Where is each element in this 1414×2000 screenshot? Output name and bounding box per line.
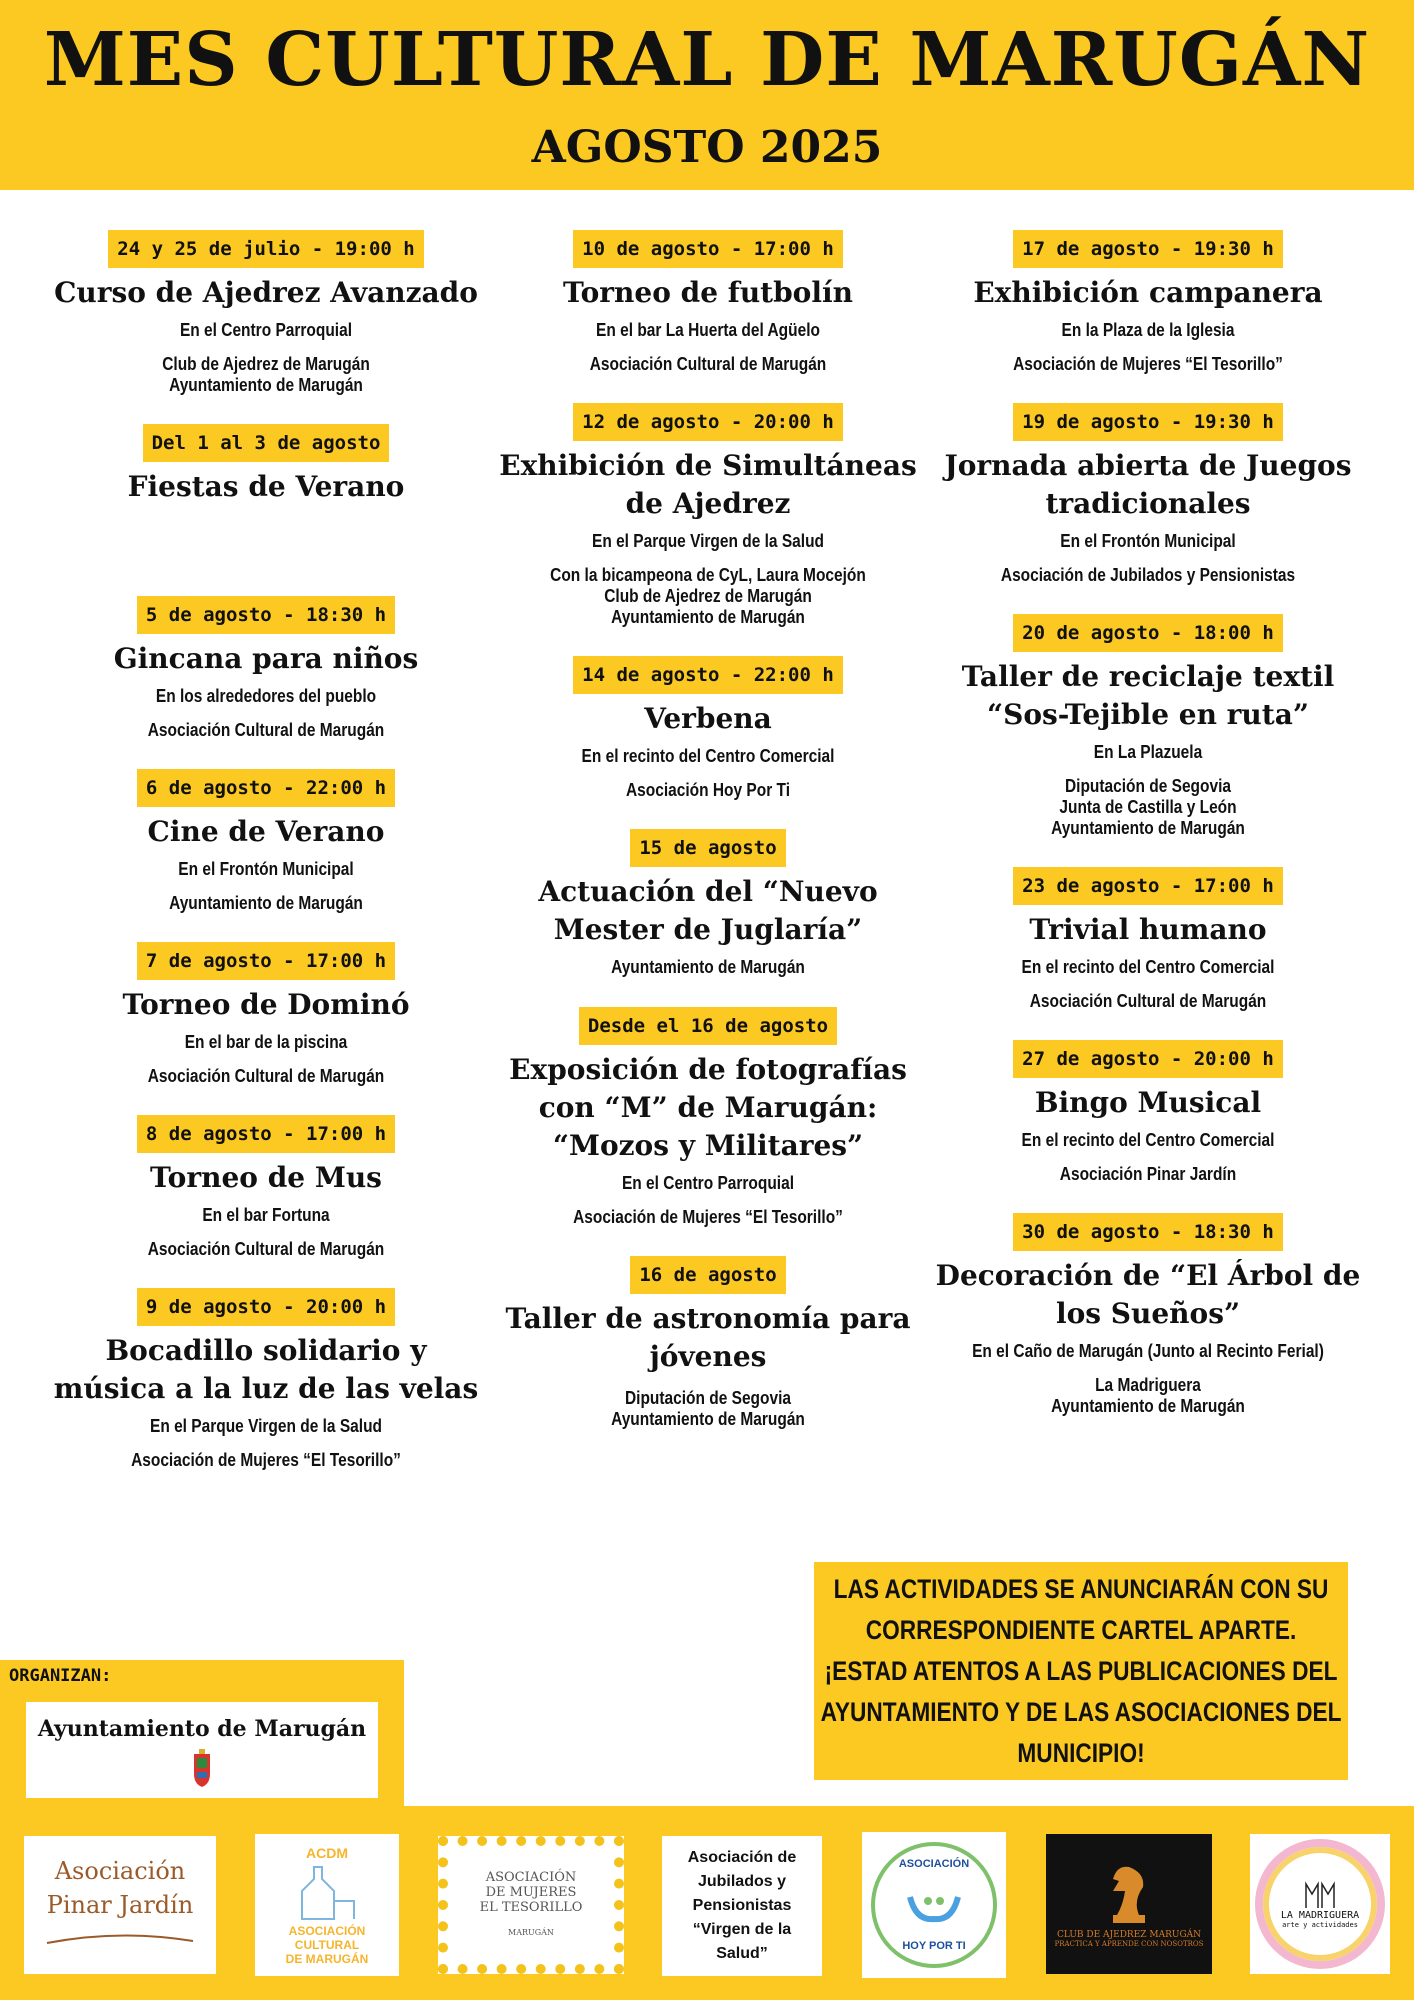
notice-line: AYUNTAMIENTO Y DE LAS ASOCIACIONES DEL	[820, 1696, 1342, 1727]
event-organizer: Club de Ajedrez de Marugán	[162, 354, 370, 374]
event-place: En el Frontón Municipal	[178, 859, 354, 879]
event-card	[928, 230, 1368, 375]
logo-jubilados-line: Jubilados y	[697, 1873, 786, 1890]
event-card	[488, 656, 928, 801]
event-organizer: Asociación Cultural de Marugán	[1029, 991, 1267, 1011]
event-organizer: Diputación de Segovia	[1064, 776, 1232, 796]
event-organizer: La Madriguera	[1095, 1375, 1201, 1395]
notice-line: ¡ESTAD ATENTOS A LAS PUBLICACIONES DEL	[824, 1655, 1338, 1686]
event-organizer: Asociación de Mujeres “El Tesorillo”	[131, 1450, 401, 1470]
event-card	[928, 1213, 1368, 1417]
logo-acdm-line: ASOCIACIÓN CULTURAL	[288, 1923, 366, 1952]
event-organizers	[959, 1375, 1337, 1417]
logo-jubilados-line: “Virgen de la	[692, 1921, 792, 1938]
page-subtitle: AGOSTO 2025	[531, 122, 883, 173]
event-organizers	[959, 776, 1337, 839]
event-title: Bingo Musical	[1034, 1086, 1262, 1119]
event-date-badge: 17 de agosto - 19:30 h	[1013, 230, 1283, 268]
logo-jubilados	[662, 1836, 822, 1976]
event-place: En el Caño de Marugán (Junto al Recinto Ferial)	[972, 1341, 1324, 1361]
event-title: Torneo de Dominó	[122, 988, 410, 1021]
logo-jubilados-line: Asociación de	[687, 1849, 797, 1866]
chess-knight-icon	[1099, 1861, 1159, 1927]
event-place: En el Parque Virgen de la Salud	[149, 1416, 382, 1436]
event-card	[928, 614, 1368, 839]
event-date-badge: 20 de agosto - 18:00 h	[1013, 614, 1283, 652]
logo-madriguera-line: arte y actividades	[1282, 1920, 1358, 1929]
rabbit-icon	[1300, 1880, 1340, 1910]
event-place: En el Centro Parroquial	[179, 320, 353, 340]
event-organizer: Ayuntamiento de Marugán	[611, 1409, 805, 1429]
logo-club-ajedrez	[1046, 1834, 1212, 1974]
event-place: En la Plaza de la Iglesia	[1061, 320, 1235, 340]
event-date-badge: 14 de agosto - 22:00 h	[573, 656, 843, 694]
logo-ajedrez-line: PRACTICA Y APRENDE CON NOSOTROS	[1054, 1939, 1204, 1948]
event-card	[928, 403, 1368, 586]
event-place: En el bar de la piscina	[184, 1032, 348, 1052]
event-place: En el Frontón Municipal	[1060, 531, 1236, 551]
event-organizer: Junta de Castilla y León	[1059, 797, 1237, 817]
logo-la-madriguera	[1250, 1834, 1390, 1974]
event-date-badge: Desde el 16 de agosto	[579, 1007, 837, 1045]
event-card	[46, 1288, 486, 1471]
event-organizer: Club de Ajedrez de Marugán	[604, 586, 812, 606]
event-card	[46, 596, 486, 741]
event-title: Taller de reciclaje textil “Sos-Tejible en ruta”	[961, 660, 1335, 731]
logo-acdm	[255, 1834, 399, 1976]
event-organizer: Asociación de Jubilados y Pensionistas	[1000, 565, 1296, 585]
logo-pinar-jardin	[24, 1836, 216, 1974]
event-date-badge: 30 de agosto - 18:30 h	[1013, 1213, 1283, 1251]
event-place: En el recinto del Centro Comercial	[1021, 1130, 1275, 1150]
event-card	[46, 1115, 486, 1260]
event-title: Verbena	[644, 702, 772, 735]
event-organizer: Asociación Hoy Por Ti	[625, 780, 791, 800]
logo-hoy-line: ASOCIACIÓN	[898, 1858, 970, 1870]
event-organizer: Ayuntamiento de Marugán	[169, 375, 363, 395]
logo-hoy-por-ti	[862, 1832, 1006, 1978]
event-place: En La Plazuela	[1093, 742, 1203, 762]
event-organizer: Ayuntamiento de Marugán	[169, 893, 363, 913]
event-place: En el bar La Huerta del Agüelo	[596, 320, 820, 340]
event-title: Decoración de “El Árbol de los Sueños”	[935, 1259, 1361, 1330]
logo-hoy-line: HOY POR TI	[902, 1940, 966, 1952]
event-title: Trivial humano	[1029, 913, 1267, 946]
event-organizer: Asociación Cultural de Marugán	[147, 1239, 385, 1259]
event-organizer: Asociación de Mujeres “El Tesorillo”	[1013, 354, 1283, 374]
event-title: Bocadillo solidario y música a la luz de las velas	[53, 1334, 479, 1405]
sponsor-footer	[0, 1806, 1414, 2000]
events-column-1	[46, 230, 486, 1499]
event-date-badge: 16 de agosto	[630, 1256, 785, 1294]
event-place: En el Parque Virgen de la Salud	[591, 531, 824, 551]
logo-pinar-line: Pinar Jardín	[46, 1891, 194, 1919]
event-card	[488, 230, 928, 375]
ayuntamiento-name: Ayuntamiento de Marugán	[37, 1716, 367, 1742]
event-organizers	[959, 565, 1337, 586]
event-date-badge: 24 y 25 de julio - 19:00 h	[108, 230, 423, 268]
logo-tesorillo-line: ASOCIACIÓN	[485, 1870, 577, 1885]
event-title: Exhibición de Simultáneas de Ajedrez	[499, 449, 917, 520]
event-date-badge: 9 de agosto - 20:00 h	[137, 1288, 395, 1326]
event-card	[46, 769, 486, 914]
event-card	[928, 1040, 1368, 1185]
event-title: Gincana para niños	[113, 642, 419, 675]
event-organizers	[77, 1066, 455, 1087]
event-card	[488, 403, 928, 628]
event-card	[46, 424, 486, 506]
event-title: Taller de astronomía para jóvenes	[505, 1302, 911, 1373]
event-place: En el recinto del Centro Comercial	[1021, 957, 1275, 977]
notice-line: LAS ACTIVIDADES SE ANUNCIARÁN CON SU	[833, 1573, 1329, 1604]
event-title: Exposición de fotografías con “M” de Marugán: “Mozos y Militares”	[509, 1053, 907, 1162]
church-icon	[292, 1861, 362, 1921]
logo-pinar-line: Asociación	[54, 1857, 186, 1885]
event-card	[46, 942, 486, 1087]
event-card	[488, 1007, 928, 1228]
notice-box	[814, 1562, 1348, 1780]
logo-acdm-line: DE MARUGÁN	[285, 1951, 369, 1966]
event-date-badge: 10 de agosto - 17:00 h	[573, 230, 843, 268]
events-column-3	[928, 230, 1368, 1445]
header-band	[0, 0, 1414, 190]
page-title: MES CULTURAL DE MARUGÁN	[43, 17, 1371, 103]
event-place: En el recinto del Centro Comercial	[581, 746, 835, 766]
event-card	[488, 1256, 928, 1430]
event-card	[46, 230, 486, 396]
event-card	[928, 867, 1368, 1012]
event-organizers	[77, 1239, 455, 1260]
event-date-badge: 15 de agosto	[630, 829, 785, 867]
logo-tesorillo-line: MARUGÁN	[508, 1928, 554, 1937]
event-title: Curso de Ajedrez Avanzado	[54, 276, 478, 309]
logo-tesorillo-line: DE MUJERES	[485, 1885, 577, 1900]
event-organizer: Asociación de Mujeres “El Tesorillo”	[573, 1207, 843, 1227]
logo-jubilados-line: Pensionistas	[692, 1897, 792, 1914]
organizers-label: ORGANIZAN:	[9, 1666, 112, 1686]
event-place: En el Centro Parroquial	[621, 1173, 795, 1193]
logo-tesorillo-line: EL TESORILLO	[479, 1900, 583, 1915]
event-organizers	[519, 1207, 897, 1228]
logo-madriguera-line: LA MADRIGUERA	[1280, 1909, 1360, 1921]
event-title: Jornada abierta de Juegos tradicionales	[944, 449, 1352, 520]
logo-acdm-line: ACDM	[306, 1844, 348, 1861]
swoosh-icon	[45, 1933, 195, 1947]
event-title: Fiestas de Verano	[127, 470, 405, 503]
event-organizer: Asociación Pinar Jardín	[1059, 1164, 1237, 1184]
event-organizers	[519, 780, 897, 801]
event-date-badge: Del 1 al 3 de agosto	[143, 424, 390, 462]
event-date-badge: 7 de agosto - 17:00 h	[137, 942, 395, 980]
event-title: Torneo de futbolín	[562, 276, 853, 309]
event-title: Actuación del “Nuevo Mester de Juglaría”	[538, 875, 878, 946]
notice-line: CORRESPONDIENTE CARTEL APARTE.	[865, 1614, 1297, 1645]
event-organizers	[77, 354, 455, 396]
event-place: En el bar Fortuna	[202, 1205, 330, 1225]
event-organizer: Con la bicampeona de CyL, Laura Mocejón	[550, 565, 866, 585]
event-date-badge: 6 de agosto - 22:00 h	[137, 769, 395, 807]
event-date-badge: 12 de agosto - 20:00 h	[573, 403, 843, 441]
logo-ajedrez-line: CLUB DE AJEDREZ MARUGÁN	[1056, 1929, 1202, 1940]
event-organizer: Ayuntamiento de Marugán	[1051, 818, 1245, 838]
event-organizers	[77, 893, 455, 914]
event-organizer: Ayuntamiento de Marugán	[1051, 1396, 1245, 1416]
event-title: Exhibición campanera	[973, 276, 1323, 309]
event-organizers	[959, 1164, 1337, 1185]
event-place: Ayuntamiento de Marugán	[611, 957, 805, 977]
event-organizers	[519, 1388, 897, 1430]
logo-jubilados-line: Salud”	[716, 1945, 768, 1962]
event-organizer: Asociación Cultural de Marugán	[147, 1066, 385, 1086]
event-organizers	[77, 720, 455, 741]
hands-icon	[906, 1887, 962, 1923]
event-organizers	[519, 565, 897, 628]
event-date-badge: 19 de agosto - 19:30 h	[1013, 403, 1283, 441]
logo-tesorillo	[438, 1836, 624, 1974]
ayuntamiento-logo	[26, 1702, 378, 1798]
events-column-2	[488, 230, 928, 1458]
event-date-badge: 8 de agosto - 17:00 h	[137, 1115, 395, 1153]
event-organizers	[77, 1450, 455, 1471]
event-organizer: Ayuntamiento de Marugán	[611, 607, 805, 627]
event-organizers	[519, 354, 897, 375]
event-title: Cine de Verano	[147, 815, 385, 848]
event-date-badge: 5 de agosto - 18:30 h	[137, 596, 395, 634]
event-date-badge: 23 de agosto - 17:00 h	[1013, 867, 1283, 905]
notice-line: MUNICIPIO!	[1017, 1737, 1145, 1768]
organizers-box	[0, 1660, 404, 1810]
event-card	[488, 829, 928, 979]
event-organizers	[959, 354, 1337, 375]
event-organizer: Asociación Cultural de Marugán	[589, 354, 827, 374]
event-organizer: Asociación Cultural de Marugán	[147, 720, 385, 740]
event-organizers	[959, 991, 1337, 1012]
event-date-badge: 27 de agosto - 20:00 h	[1013, 1040, 1283, 1078]
event-place: En los alrededores del pueblo	[155, 686, 377, 706]
coat-of-arms-icon	[191, 1748, 213, 1788]
event-title: Torneo de Mus	[150, 1161, 382, 1194]
event-organizer: Diputación de Segovia	[624, 1388, 792, 1408]
